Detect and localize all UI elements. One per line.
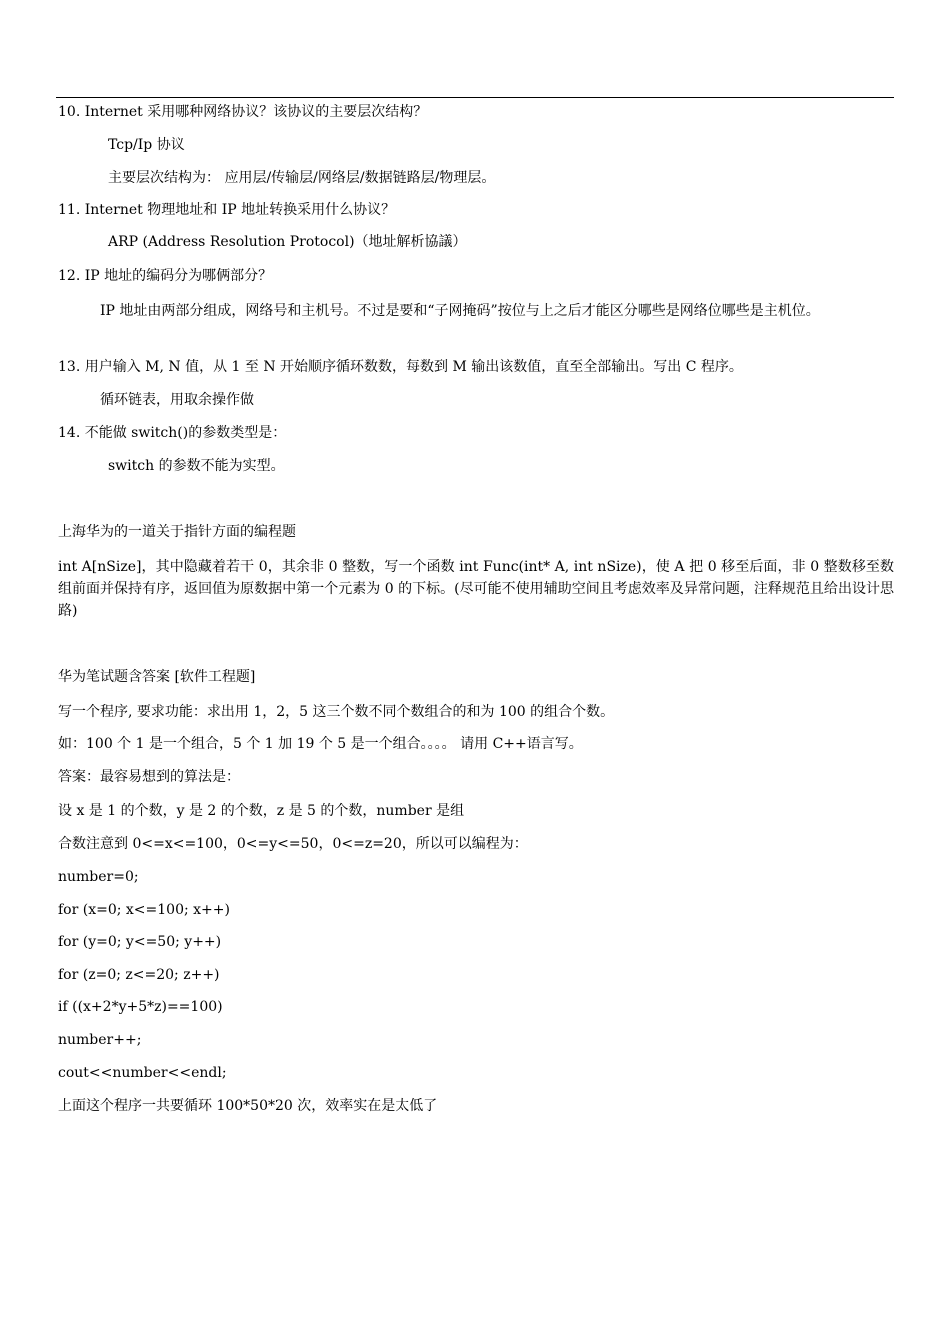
section-pointer-title: 上海华为的一道关于指针方面的编程题 (58, 524, 296, 540)
code-line-1: number=0; (58, 869, 139, 885)
code-line-7: cout<<number<<endl; (58, 1065, 227, 1081)
question-14: 14. 不能做 switch()的参数类型是： (58, 425, 287, 441)
answer-10-protocol: Tcp/Ip 协议 (108, 137, 185, 153)
software-line-2: 如：100 个 1 是一个组合，5 个 1 加 19 个 5 是一个组合。。。。 请用 C++语言写。 (58, 736, 583, 752)
answer-13: 循环链表，用取余操作做 (100, 392, 254, 408)
software-line-5: 合数注意到 0<=x<=100，0<=y<=50，0<=z=20，所以可以编程为： (58, 836, 528, 852)
header-rule (56, 97, 894, 98)
code-line-5: if ((x+2*y+5*z)==100) (58, 999, 223, 1015)
code-line-4: for (z=0; z<=20; z++) (58, 967, 220, 983)
answer-11: ARP (Address Resolution Protocol)（地址解析協議） (108, 234, 467, 250)
software-conclusion: 上面这个程序一共要循环 100*50*20 次，效率实在是太低了 (58, 1098, 438, 1114)
software-line-1: 写一个程序, 要求功能：求出用 1，2，5 这三个数不同个数组合的和为 100 的组合个数。 (58, 704, 615, 720)
question-12: 12. IP 地址的编码分为哪俩部分？ (58, 268, 273, 284)
answer-12: IP 地址由两部分组成，网络号和主机号。不过是要和“子网掩码”按位与上之后才能区分哪些是网络位哪些是主机位。 (100, 303, 820, 319)
code-line-3: for (y=0; y<=50; y++) (58, 934, 222, 950)
question-13: 13. 用户输入 M, N 值，从 1 至 N 开始顺序循环数数，每数到 M 输出该数值，直至全部输出。写出 C 程序。 (58, 359, 743, 375)
section-software-title: 华为笔试题含答案 [软件工程题] (58, 669, 256, 685)
question-11: 11. Internet 物理地址和 IP 地址转换采用什么协议？ (58, 202, 396, 218)
question-10: 10. Internet 采用哪种网络协议？该协议的主要层次结构？ (58, 104, 428, 120)
software-line-3: 答案：最容易想到的算法是： (58, 769, 240, 785)
code-line-6: number++; (58, 1032, 142, 1048)
answer-14: switch 的参数不能为实型。 (108, 458, 285, 474)
code-line-2: for (x=0; x<=100; x++) (58, 902, 230, 918)
answer-10-layers: 主要层次结构为： 应用层/传输层/网络层/数据链路层/物理层。 (108, 170, 496, 186)
section-pointer-body: int A[nSize]，其中隐藏着若干 0，其余非 0 整数，写一个函数 int Func(int* A, int nSize)，使 A 把 0 移至后面，非 0 整数移至数组前面并保持有序，返回值为原数据中第一个元素为 0 的下标。(尽可能不使用辅助空间且考虑效率及异常问题，注释规范且给出设计思路) (58, 559, 894, 619)
software-line-4: 设 x 是 1 的个数，y 是 2 的个数，z 是 5 的个数，number 是组 (58, 803, 465, 819)
